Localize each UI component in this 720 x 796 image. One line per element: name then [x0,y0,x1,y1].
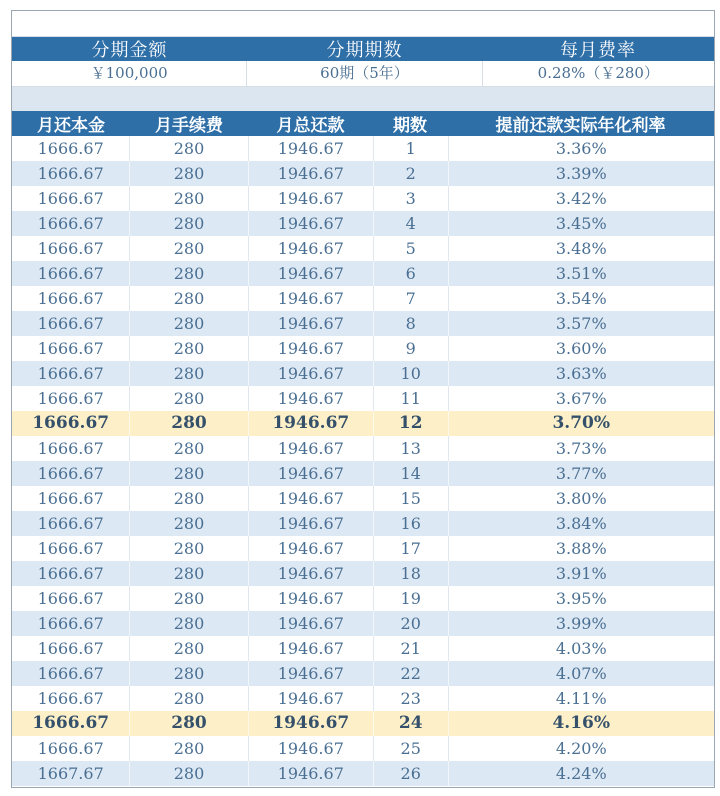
annual-rate-cell: 3.80% [448,486,714,511]
principal-cell: 1666.67 [37,239,104,258]
table-row [12,761,714,786]
principal-cell: 1666.67 [37,539,104,558]
total-cell: 1946.67 [248,536,373,561]
fee-cell: 280 [129,161,247,186]
fee-cell: 280 [129,211,247,236]
fee-cell: 280 [129,611,247,636]
summary-header-periods: 分期期数 [326,40,403,61]
principal-cell: 1666.67 [37,389,104,408]
annual-rate-cell: 3.63% [448,361,714,386]
total-cell: 1946.67 [248,286,373,311]
fee-cell: 280 [129,761,247,786]
period-cell: 14 [373,461,448,486]
total-cell: 1946.67 [248,761,373,786]
principal-cell: 1666.67 [32,713,110,733]
principal-cell: 1666.67 [37,439,104,458]
table-row [12,686,714,711]
principal-cell: 1667.67 [37,764,104,783]
fee-cell: 280 [129,336,247,361]
principal-cell: 1666.67 [37,289,104,308]
principal-cell: 1666.67 [37,664,104,683]
table-row [12,336,714,361]
annual-rate-cell: 3.45% [448,211,714,236]
principal-cell: 1666.67 [37,739,104,758]
table-row [12,486,714,511]
period-cell: 1 [373,136,448,161]
table-row [12,461,714,486]
fee-cell: 280 [129,286,247,311]
period-cell: 12 [373,411,448,436]
total-cell: 1946.67 [248,411,373,436]
annual-rate-cell: 3.54% [448,286,714,311]
total-cell: 1946.67 [248,711,373,736]
table-row [12,211,714,236]
annual-rate-cell: 3.67% [448,386,714,411]
table-row [12,436,714,461]
annual-rate-cell: 3.84% [448,511,714,536]
annual-rate-cell: 4.11% [448,686,714,711]
principal-cell: 1666.67 [37,639,104,658]
period-cell: 7 [373,286,448,311]
principal-cell: 1666.67 [37,189,104,208]
fee-cell: 280 [129,436,247,461]
column-header-principal: 月还本金 [37,116,105,136]
period-cell: 26 [373,761,448,786]
annual-rate-cell: 3.51% [448,261,714,286]
total-cell: 1946.67 [248,436,373,461]
annual-rate-cell: 3.60% [448,336,714,361]
principal-cell: 1666.67 [37,139,104,158]
annual-rate-cell: 4.03% [448,636,714,661]
summary-value-row [12,61,714,87]
total-cell: 1946.67 [248,136,373,161]
fee-cell: 280 [129,736,247,761]
total-cell: 1946.67 [248,611,373,636]
table-row-highlighted [12,711,714,736]
table-row [12,561,714,586]
column-header-total: 月总还款 [276,116,345,136]
total-cell: 1946.67 [248,186,373,211]
total-cell: 1946.67 [248,461,373,486]
fee-cell: 280 [129,511,247,536]
annual-rate-cell: 3.88% [448,536,714,561]
total-cell: 1946.67 [248,336,373,361]
fee-cell: 280 [129,136,247,161]
table-row [12,636,714,661]
fee-cell: 280 [129,486,247,511]
period-cell: 3 [373,186,448,211]
total-cell: 1946.67 [248,386,373,411]
principal-cell: 1666.67 [37,564,104,583]
principal-cell: 1666.67 [32,413,110,433]
principal-cell: 1666.67 [37,364,104,383]
fee-cell: 280 [129,586,247,611]
total-cell: 1946.67 [248,236,373,261]
annual-rate-cell: 3.95% [448,586,714,611]
total-cell: 1946.67 [248,211,373,236]
principal-cell: 1666.67 [37,464,104,483]
annual-rate-cell: 3.99% [448,611,714,636]
table-row [12,611,714,636]
period-cell: 9 [373,336,448,361]
annual-rate-cell: 3.73% [448,436,714,461]
table-row [12,136,714,161]
period-cell: 11 [373,386,448,411]
period-cell: 19 [373,586,448,611]
annual-rate-cell: 3.39% [448,161,714,186]
period-cell: 10 [373,361,448,386]
table-row [12,661,714,686]
fee-cell: 280 [129,561,247,586]
period-cell: 4 [373,211,448,236]
principal-cell: 1666.67 [37,514,104,533]
fee-cell: 280 [129,536,247,561]
fee-cell: 280 [129,636,247,661]
table-row [12,536,714,561]
annual-rate-cell: 3.77% [448,461,714,486]
annual-rate-cell: 3.42% [448,186,714,211]
period-cell: 2 [373,161,448,186]
period-cell: 21 [373,636,448,661]
annual-rate-cell: 4.16% [448,711,714,736]
total-cell: 1946.67 [248,686,373,711]
fee-cell: 280 [129,461,247,486]
period-cell: 5 [373,236,448,261]
annual-rate-cell: 3.70% [448,411,714,436]
total-cell: 1946.67 [248,361,373,386]
fee-cell: 280 [129,711,247,736]
table-row [12,186,714,211]
column-header-annual-rate: 提前还款实际年化利率 [495,116,666,136]
fee-cell: 280 [129,236,247,261]
principal-cell: 1666.67 [37,339,104,358]
principal-cell: 1666.67 [37,314,104,333]
annual-rate-cell: 3.36% [448,136,714,161]
spreadsheet [11,10,715,788]
principal-cell: 1666.67 [37,489,104,508]
annual-rate-cell: 4.20% [448,736,714,761]
period-cell: 16 [373,511,448,536]
period-cell: 6 [373,261,448,286]
table-row [12,736,714,761]
total-cell: 1946.67 [248,486,373,511]
total-cell: 1946.67 [248,736,373,761]
column-header-period: 期数 [393,116,427,136]
total-cell: 1946.67 [248,161,373,186]
total-cell: 1946.67 [248,636,373,661]
table-row [12,286,714,311]
summary-header-amount: 分期金额 [91,40,168,61]
table-row-highlighted [12,411,714,436]
principal-cell: 1666.67 [37,589,104,608]
summary-header-row [12,37,714,61]
annual-rate-cell: 3.91% [448,561,714,586]
table-row [12,236,714,261]
period-cell: 23 [373,686,448,711]
period-cell: 20 [373,611,448,636]
total-cell: 1946.67 [248,586,373,611]
table-row [12,386,714,411]
principal-cell: 1666.67 [37,214,104,233]
total-cell: 1946.67 [248,261,373,286]
period-cell: 13 [373,436,448,461]
summary-value-rate: 0.28%（￥280） [482,61,714,86]
fee-cell: 280 [129,686,247,711]
total-cell: 1946.67 [248,661,373,686]
summary-value-amount: ￥100,000 [90,64,168,82]
principal-cell: 1666.67 [37,164,104,183]
empty-top-row [12,11,714,37]
table-row [12,161,714,186]
fee-cell: 280 [129,311,247,336]
table-row [12,361,714,386]
fee-cell: 280 [129,661,247,686]
table-row [12,311,714,336]
principal-cell: 1666.67 [37,689,104,708]
period-cell: 24 [373,711,448,736]
fee-cell: 280 [129,361,247,386]
principal-cell: 1666.67 [37,264,104,283]
fee-cell: 280 [129,386,247,411]
total-cell: 1946.67 [248,561,373,586]
period-cell: 25 [373,736,448,761]
fee-cell: 280 [129,261,247,286]
total-cell: 1946.67 [248,511,373,536]
annual-rate-cell: 4.07% [448,661,714,686]
period-cell: 15 [373,486,448,511]
table-row [12,586,714,611]
table-row [12,511,714,536]
annual-rate-cell: 4.24% [448,761,714,786]
spacer-row [12,87,714,111]
table-row [12,261,714,286]
total-cell: 1946.67 [248,311,373,336]
summary-header-rate: 每月费率 [560,40,636,61]
period-cell: 8 [373,311,448,336]
summary-value-periods: 60期（5年） [246,61,481,86]
period-cell: 17 [373,536,448,561]
table-body [12,136,714,786]
annual-rate-cell: 3.48% [448,236,714,261]
period-cell: 22 [373,661,448,686]
column-header-fee: 月手续费 [155,116,223,136]
annual-rate-cell: 3.57% [448,311,714,336]
fee-cell: 280 [129,411,247,436]
period-cell: 18 [373,561,448,586]
fee-cell: 280 [129,186,247,211]
table-header-row [12,111,714,136]
principal-cell: 1666.67 [37,614,104,633]
